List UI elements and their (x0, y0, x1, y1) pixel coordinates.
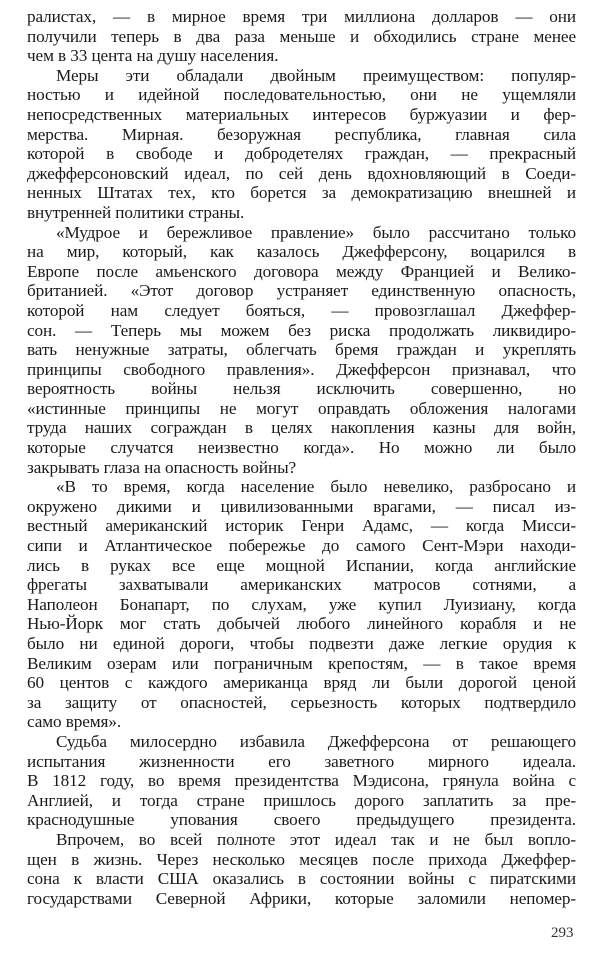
text-line: на мир, который, как казалось Джефферсону, воцарился в (27, 242, 576, 262)
text-line: которой нам следует бояться, — провозглашал Джеффер- (27, 300, 576, 320)
text-line: британией. «Этот договор устраняет единственную опасность, (27, 281, 576, 301)
text-line: Судьба милосердно избавила Джефферсона от решающего (56, 731, 576, 751)
text-line: фрегаты захватывали американских матросов сотнями, а (27, 575, 576, 595)
text-line: сипи и Атлантическое побережье до самого Сент-Мэри находи- (27, 536, 576, 556)
text-line: «В то время, когда население было невелико, разбросано и (56, 477, 576, 497)
text-line: ностью и идейной последовательностью, они не ущемляли (27, 85, 576, 105)
text-line: которые случатся неизвестно когда». Но можно ли было (27, 438, 576, 458)
text-line: краснодушные упования своего предыдущего президента. (27, 810, 576, 830)
text-line: Европе после амьенского договора между Францией и Велико- (27, 261, 576, 281)
text-line: вероятность войны нельзя исключить совершенно, но (27, 379, 576, 399)
text-line: чем в 33 цента на душу населения. (27, 46, 279, 66)
text-line: мерства. Мирная. безоружная республика, главная сила (27, 124, 576, 144)
text-line: «Мудрое и бережливое правление» было рассчитано только (56, 222, 576, 242)
text-line: щен в жизнь. Через несколько месяцев после прихода Джеффер- (27, 849, 576, 869)
text-line: 60 центов с каждого американца вряд ли были дорогой ценой (27, 673, 576, 693)
text-line: за защиту от опасностей, серьезность которых подтвердило (27, 692, 576, 712)
text-line: Великим озерам или пограничным крепостям, — в такое время (27, 653, 576, 673)
text-line: получили теперь в два раза меньше и обходились стране менее (27, 26, 576, 46)
text-line: принципы свободного правления». Джефферсон признавал, что (27, 359, 576, 379)
text-line: окружено дикими и цивилизованными врагами, — писал из- (27, 496, 576, 516)
text-line: Наполеон Бонапарт, по слухам, уже купил Луизиану, когда (27, 594, 576, 614)
text-line: внутренней политики страны. (27, 202, 245, 222)
text-line: сон. — Теперь мы можем без риска продолжать ликвидиро- (27, 320, 576, 340)
text-line: Англией, и тогда стране пришлось дорого заплатить за пре- (27, 790, 576, 810)
text-line: Нью-Йорк мог стать добычей любого линейного корабля и не (27, 614, 576, 634)
text-line: Впрочем, во всей полноте этот идеал так и не был вопло- (56, 829, 576, 849)
text-line: закрывать глаза на опасность войны? (27, 457, 297, 477)
text-line: непосредственных материальных интересов буржуазии и фер- (27, 104, 576, 124)
text-line: сона к власти США оказались в состоянии войны с пиратскими (27, 869, 576, 889)
text-line: В 1812 году, во время президентства Мэдисона, грянула война с (27, 771, 576, 791)
text-line: «истинные принципы не могут оправдать обложения налогами (27, 398, 576, 418)
text-line: вать ненужные затраты, облегчать бремя граждан и укреплять (27, 340, 576, 360)
page-body-text (27, 7, 576, 908)
text-line: вестный американский историк Генри Адамс, — когда Мисси- (27, 516, 576, 536)
text-line: лись в руках все еще мощной Испании, когда английские (27, 555, 576, 575)
text-line: джефферсоновский идеал, по сей день вдохновляющий в Соеди- (27, 163, 576, 183)
text-line: само время». (27, 712, 122, 732)
text-line: государствами Северной Африки, которые заломили непомер- (27, 888, 576, 908)
text-line: Меры эти обладали двойным преимуществом: популяр- (56, 65, 576, 85)
text-line: ненных Штатах тех, кто борется за демократизацию внешней и (27, 183, 576, 203)
text-line: ралистах, — в мирное время три миллиона долларов — они (27, 7, 576, 26)
text-line: было ни единой дороги, чтобы подвезти даже легкие орудия к (27, 634, 576, 653)
text-line: которой в свободе и добродетелях граждан, — прекрасный (27, 144, 576, 164)
page-number: 293 (551, 925, 574, 941)
text-line: испытания жизненности его заветного мирного идеала. (27, 751, 576, 771)
text-line: труда наших сограждан в целях накопления казны для войн, (27, 418, 576, 438)
